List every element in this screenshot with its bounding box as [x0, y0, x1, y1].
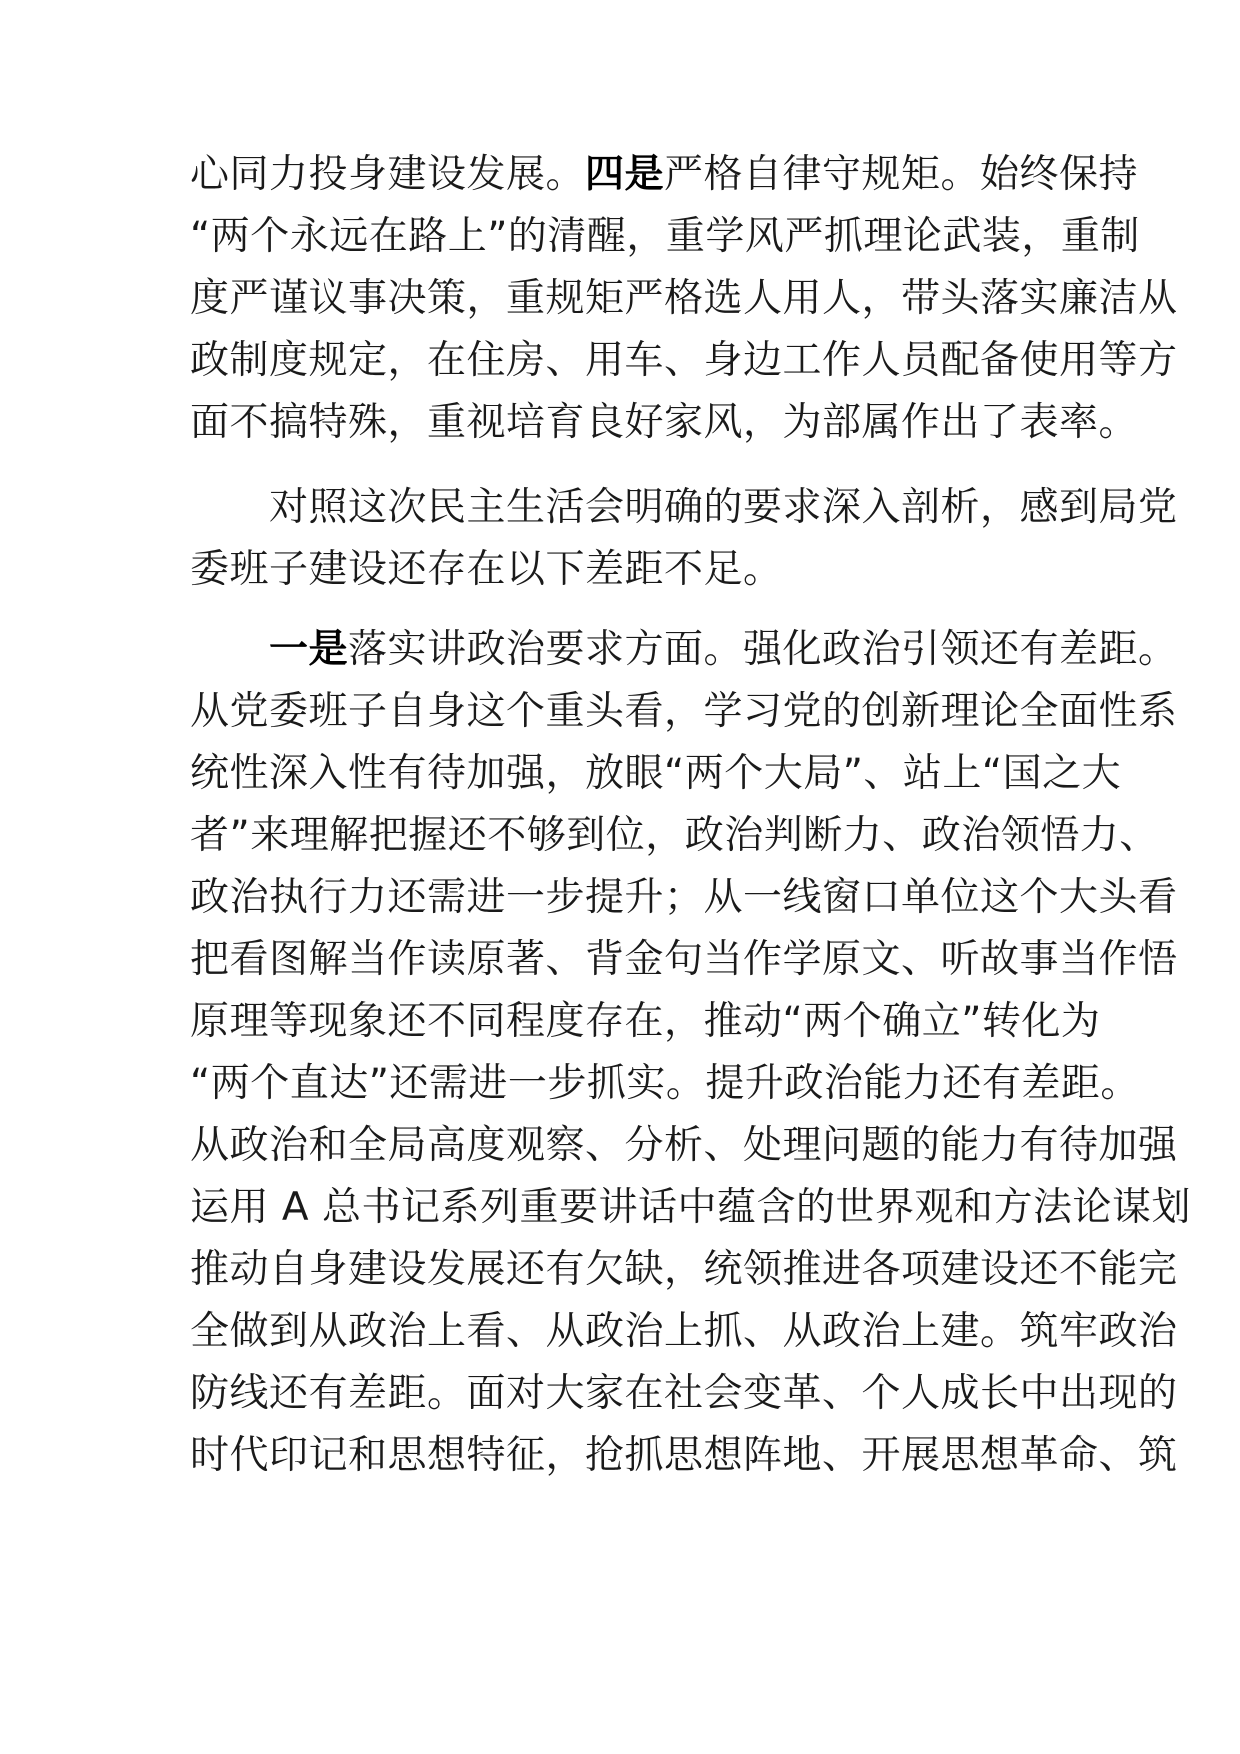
text-segment: 心同力投身建设发展。: [190, 152, 586, 197]
text-segment: “两个永远在路上”的清醒，重学风严抓理论武装，重制: [190, 214, 1140, 259]
text-segment: 度严谨议事决策，重规矩严格选人用人，带头落实廉洁从: [190, 276, 1178, 321]
paragraph-line: [190, 873, 1178, 923]
text-segment: 政治执行力还需进一步提升；从一线窗口单位这个大头看: [190, 875, 1178, 920]
paragraph-line: [190, 1307, 1178, 1357]
paragraph-line: [190, 749, 1121, 799]
paragraph-line: [190, 1431, 1178, 1481]
paragraph-line: [190, 483, 1178, 533]
paragraph-line: [190, 1245, 1178, 1295]
text-segment: 时代印记和思想特征，抢抓思想阵地、开展思想革命、筑: [190, 1433, 1178, 1478]
text-segment: 推动自身建设发展还有欠缺，统领推进各项建设还不能完: [190, 1247, 1178, 1292]
paragraph-line: [190, 1121, 1178, 1171]
text-segment: 统性深入性有待加强，放眼“两个大局”、站上“国之大: [190, 751, 1122, 796]
text-segment: 运用 A 总书记系列重要讲话中蕴含的世界观和方法论谋划: [190, 1185, 1191, 1230]
text-segment: “两个直达”还需进一步抓实。提升政治能力还有差距。: [190, 1061, 1140, 1106]
paragraph-line: [190, 997, 1100, 1047]
text-segment: [190, 627, 269, 672]
paragraph-line: [190, 811, 1159, 861]
paragraph-line: [190, 1059, 1140, 1109]
paragraph-line: [190, 398, 1138, 448]
text-segment: 原理等现象还不同程度存在，推动“两个确立”转化为: [190, 999, 1101, 1044]
paragraph-line: [190, 274, 1178, 324]
text-segment: 从政治和全局高度观察、分析、处理问题的能力有待加强: [190, 1123, 1178, 1168]
paragraph-line: [190, 212, 1140, 262]
text-segment: 面不搞特殊，重视培育良好家风，为部属作出了表率。: [190, 400, 1139, 445]
text-segment: 严格自律守规矩。始终保持: [664, 152, 1139, 197]
paragraph-line: [190, 625, 1178, 675]
text-segment: 政制度规定，在住房、用车、身边工作人员配备使用等方: [190, 338, 1178, 383]
paragraph-lead-label: 四是: [585, 152, 665, 197]
paragraph-line: [190, 150, 1138, 200]
paragraph-line: [190, 935, 1178, 985]
paragraph-line: [190, 1369, 1178, 1419]
text-segment: 落实讲政治要求方面。强化政治引领还有差距。: [348, 627, 1178, 672]
text-segment: 者”来理解把握还不够到位，政治判断力、政治领悟力、: [190, 813, 1159, 858]
text-segment: 从党委班子自身这个重头看，学习党的创新理论全面性系: [190, 689, 1178, 734]
paragraph-line: [190, 1183, 1191, 1233]
paragraph-line: [190, 687, 1178, 737]
text-segment: 全做到从政治上看、从政治上抓、从政治上建。筑牢政治: [190, 1309, 1178, 1354]
text-segment: 防线还有差距。面对大家在社会变革、个人成长中出现的: [190, 1371, 1178, 1416]
text-segment: 委班子建设还存在以下差距不足。: [190, 547, 783, 592]
paragraph-line: [190, 336, 1178, 386]
paragraph-line: [190, 545, 783, 595]
text-segment: 把看图解当作读原著、背金句当作学原文、听故事当作悟: [190, 937, 1178, 982]
paragraph-lead-label: 一是: [269, 627, 349, 672]
text-segment: 对照这次民主生活会明确的要求深入剖析，感到局党: [190, 485, 1178, 530]
